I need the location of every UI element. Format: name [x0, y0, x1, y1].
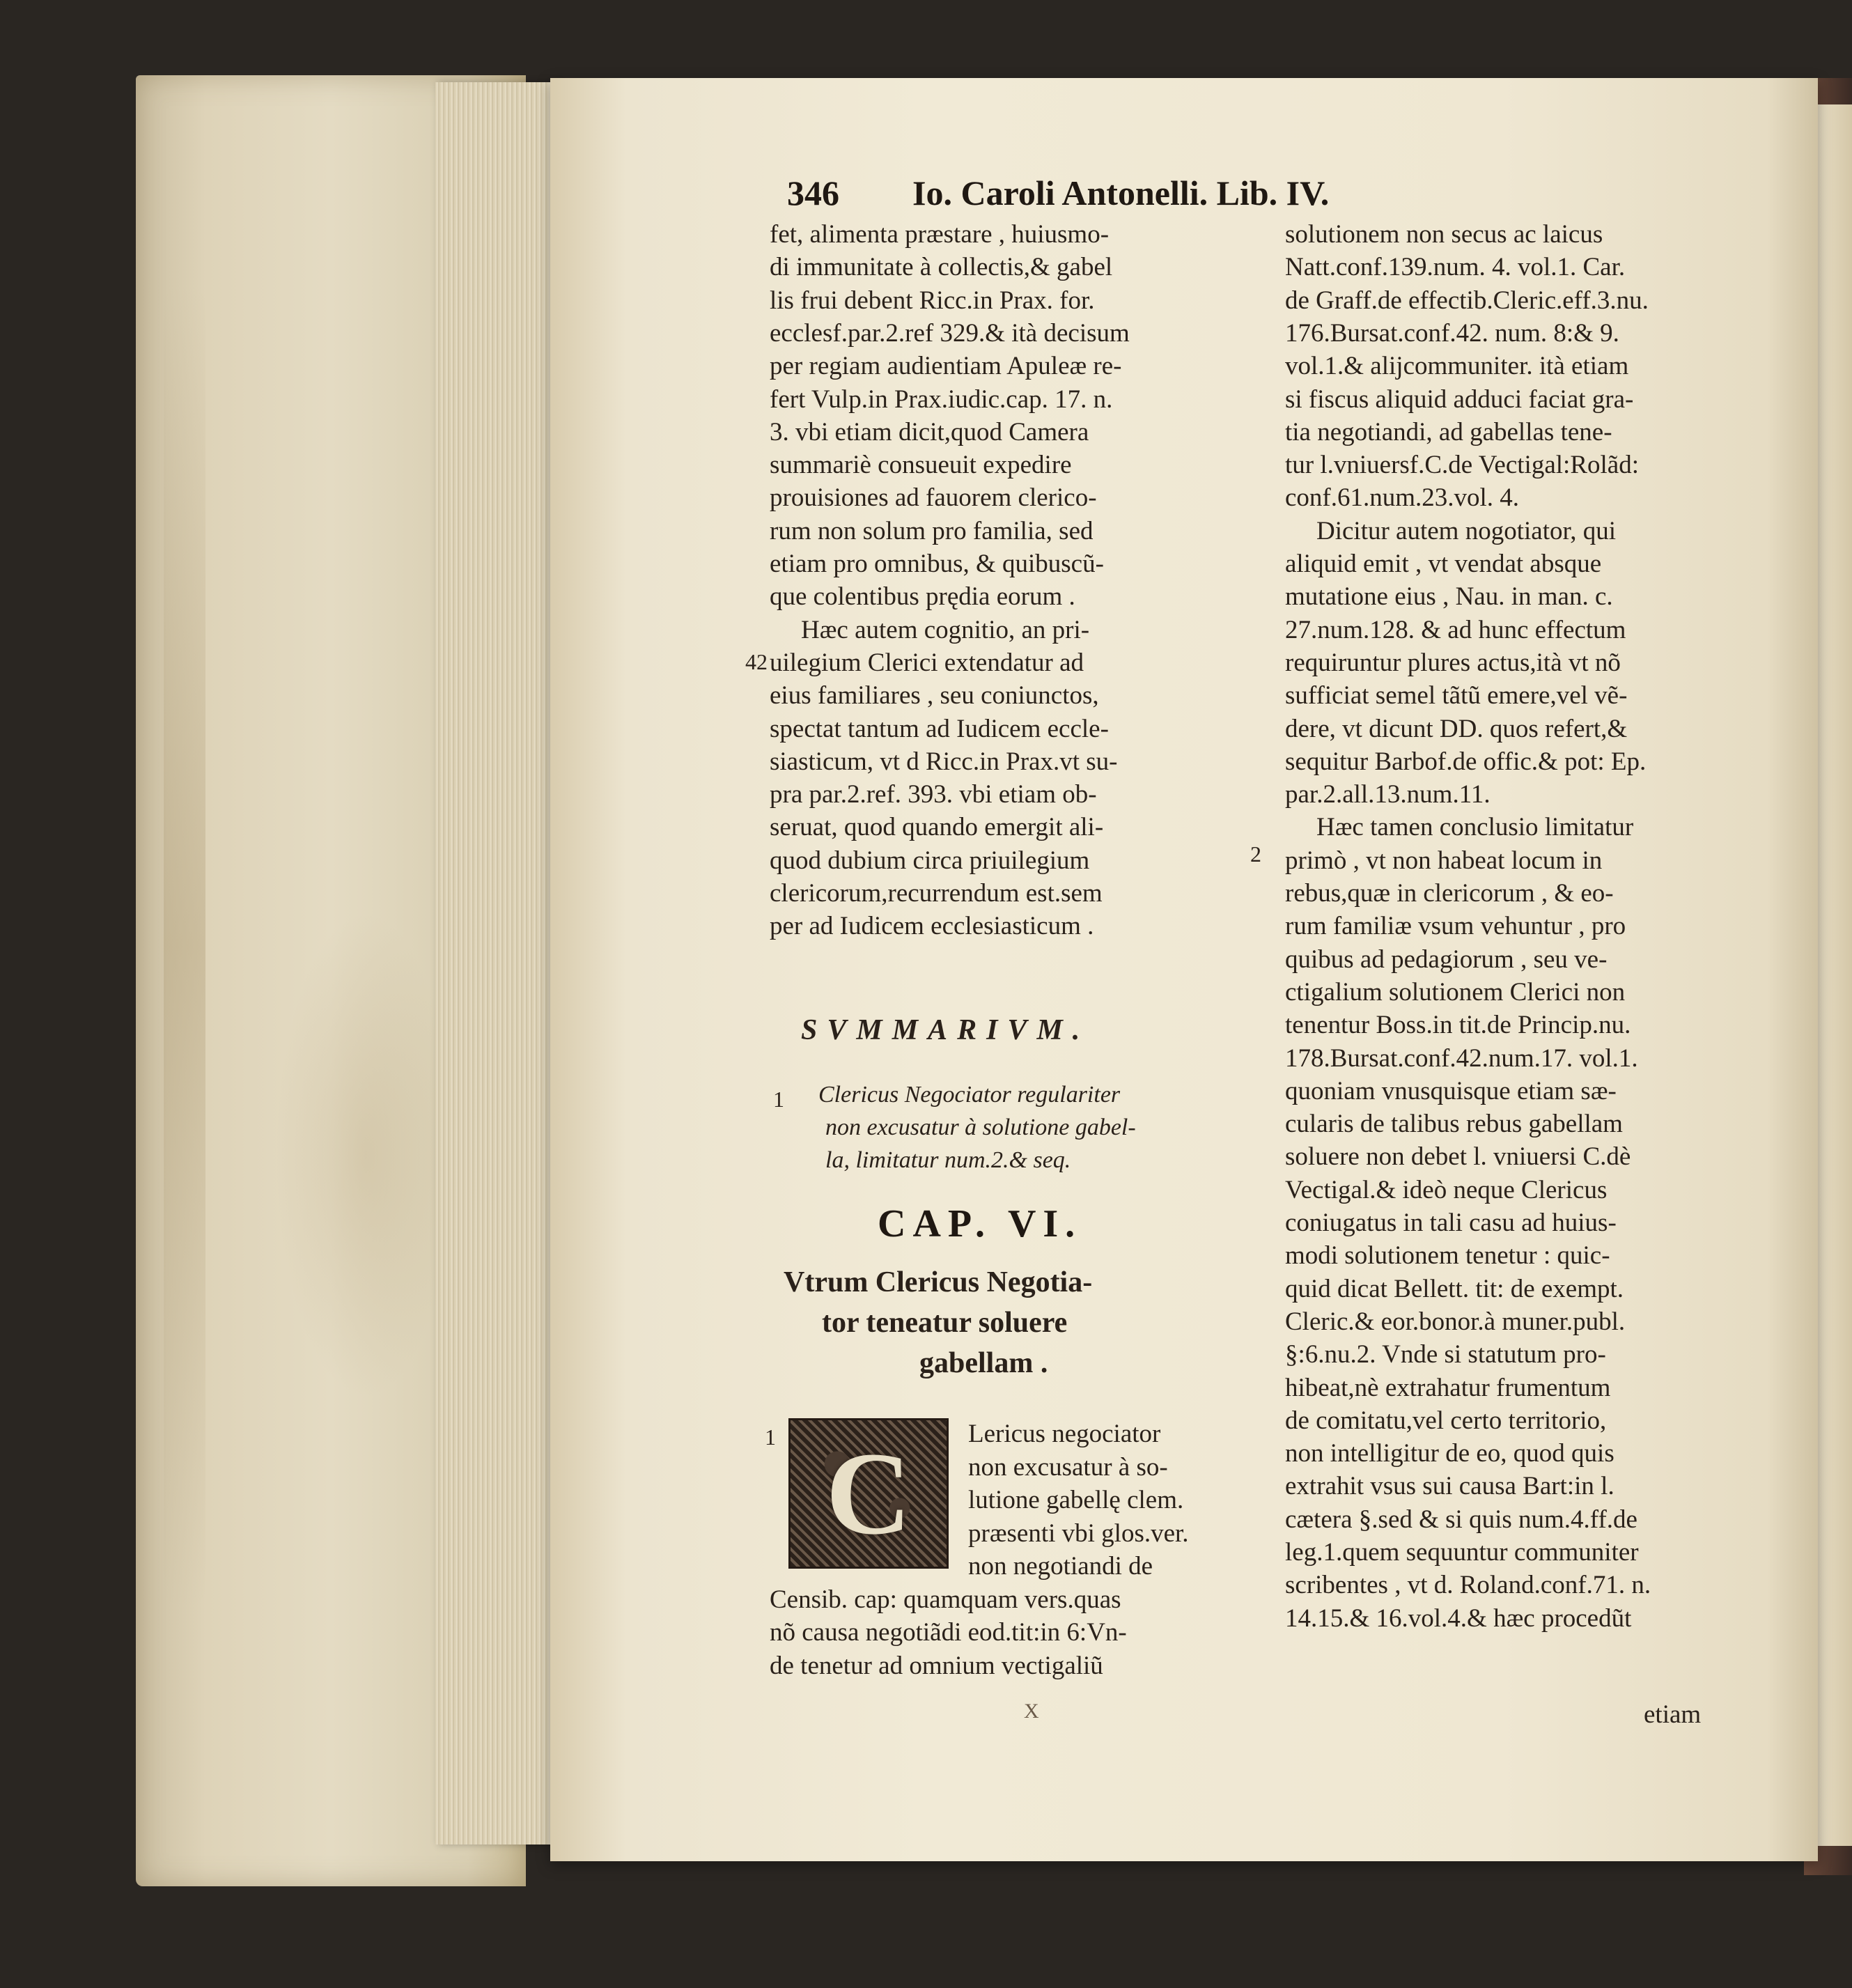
text-line: §:6.nu.2. Vnde si statutum pro-	[1285, 1340, 1606, 1369]
text-line: quoniam vnusquisque etiam sæ-	[1285, 1076, 1617, 1105]
text-line: cætera §.sed & si quis num.4.ff.de	[1285, 1505, 1637, 1534]
text-line: di immunitate à collectis,& gabel	[770, 253, 1113, 282]
text-line: requiruntur plures actus,ità vt nõ	[1285, 648, 1621, 677]
text-line: 14.15.& 16.vol.4.& hæc procedũt	[1285, 1603, 1632, 1633]
text-line: fert Vulp.in Prax.iudic.cap. 17. n.	[770, 385, 1113, 414]
page-edges	[435, 82, 557, 1845]
text-line: que colentibus prędia eorum .	[770, 582, 1075, 612]
text-line: 27.num.128. & ad hunc effectum	[1285, 615, 1626, 644]
chapter-title-line: Vtrum Clericus Negotia-	[784, 1266, 1093, 1298]
decorated-initial: C	[788, 1418, 949, 1569]
text-line: etiam pro omnibus, & quibuscũ-	[770, 550, 1104, 578]
text-line: spectat tantum ad Iudicem eccle-	[770, 714, 1109, 743]
text-line: ecclesf.par.2.ref 329.& ità decisum	[770, 318, 1130, 348]
summary-heading: SVMMARIVM.	[801, 1014, 1090, 1046]
body-line: lutione gabellę clem.	[968, 1486, 1184, 1514]
text-line: leg.1.quem sequuntur communiter	[1285, 1538, 1639, 1567]
text-line: per regiam audientiam Apuleæ re-	[770, 352, 1122, 381]
text-line: si fiscus aliquid adduci faciat gra-	[1285, 385, 1634, 414]
facing-page-edge	[1814, 104, 1852, 1846]
text-line: quibus ad pedagiorum , seu ve-	[1285, 945, 1608, 974]
body-line: non negotiandi de	[968, 1552, 1153, 1581]
text-line: quod dubium circa priuilegium	[770, 846, 1090, 875]
text-line: summariè consueuit expedire	[770, 451, 1072, 480]
text-line: non intelligitur de eo, quod quis	[1285, 1439, 1614, 1468]
body-line: nõ causa negotiãdi eod.tit:in 6:Vn-	[770, 1618, 1127, 1647]
text-line: seruat, quod quando emergit ali-	[770, 813, 1104, 842]
chapter-title-line: tor teneatur soluere	[822, 1307, 1068, 1339]
text-line: pra par.2.ref. 393. vbi etiam ob-	[770, 780, 1097, 809]
text-line: solutionem non secus ac laicus	[1285, 220, 1603, 249]
text-line: Vectigal.& ideò neque Clericus	[1285, 1175, 1608, 1204]
text-line: rum familiæ vsum vehuntur , pro	[1285, 912, 1626, 941]
text-line: siasticum, vt d Ricc.in Prax.vt su-	[770, 747, 1118, 776]
body-line: de tenetur ad omnium vectigaliũ	[770, 1651, 1103, 1680]
text-line: hibeat,nè extrahatur frumentum	[1285, 1373, 1611, 1402]
summary-line: la, limitatur num.2.& seq.	[825, 1147, 1071, 1173]
text-line: de comitatu,vel certo territorio,	[1285, 1406, 1607, 1435]
text-line: sufficiat semel tãtũ emere,vel vẽ-	[1285, 681, 1628, 710]
text-line: lis frui debent Ricc.in Prax. for.	[770, 286, 1095, 315]
text-line: modi solutionem tenetur : quic-	[1285, 1241, 1610, 1271]
text-line: tur l.vniuersf.C.de Vectigal:Rolãd:	[1285, 451, 1639, 480]
text-line: Dicitur autem nogotiator, qui	[1316, 516, 1617, 545]
text-line: prouisiones ad fauorem clerico-	[770, 483, 1097, 513]
text-line: aliquid emit , vt vendat absque	[1285, 550, 1602, 578]
text-line: extrahit vsus sui causa Bart:in l.	[1285, 1472, 1614, 1501]
chapter-title-line: gabellam .	[919, 1347, 1048, 1379]
text-line: tia negotiandi, ad gabellas tene-	[1285, 417, 1612, 446]
text-line: conf.61.num.23.vol. 4.	[1285, 483, 1520, 513]
signature-mark: X	[1024, 1700, 1039, 1723]
text-line: scribentes , vt d. Roland.conf.71. n.	[1285, 1571, 1651, 1600]
text-line: fet, alimenta præstare , huiusmo-	[770, 220, 1110, 249]
text-line: sequitur Barbof.de offic.& pot: Ep.	[1285, 747, 1647, 776]
body-line: præsenti vbi glos.ver.	[968, 1519, 1189, 1548]
text-line: clericorum,recurrendum est.sem	[770, 879, 1103, 908]
text-line: coniugatus in tali casu ad huius-	[1285, 1209, 1617, 1237]
text-line: ctigalium solutionem Clerici non	[1285, 977, 1626, 1007]
summary-number: 1	[773, 1087, 784, 1112]
summary-line: Clericus Negociator regulariter	[818, 1082, 1121, 1108]
page-header	[787, 173, 1329, 213]
text-line: de Graff.de effectib.Cleric.eff.3.nu.	[1285, 286, 1649, 315]
text-line: Cleric.& eor.bonor.à muner.publ.	[1285, 1307, 1626, 1336]
text-line: Hæc tamen conclusio limitatur	[1316, 813, 1634, 842]
text-line: eius familiares , seu coniunctos,	[770, 681, 1099, 710]
text-line: uilegium Clerici extendatur ad	[770, 648, 1084, 677]
body-line: Censib. cap: quamquam vers.quas	[770, 1585, 1121, 1614]
text-line: mutatione eius , Nau. in man. c.	[1285, 582, 1613, 612]
text-line: par.2.all.13.num.11.	[1285, 780, 1491, 809]
text-line: primò , vt non habeat locum in	[1285, 846, 1603, 875]
initial-margin-number: 1	[765, 1424, 776, 1450]
text-line: tenentur Boss.in tit.de Princip.nu.	[1285, 1011, 1631, 1040]
body-line: non excusatur à so-	[968, 1452, 1168, 1482]
page-number: 346	[787, 173, 839, 212]
text-line: vol.1.& alijcommuniter. ità etiam	[1285, 352, 1629, 381]
text-line: 176.Bursat.conf.42. num. 8:& 9.	[1285, 318, 1619, 348]
catchword: etiam	[1644, 1700, 1702, 1729]
right-margin-number: 2	[1250, 841, 1261, 867]
text-line: per ad Iudicem ecclesiasticum .	[770, 912, 1094, 941]
text-line: rebus,quæ in clericorum , & eo-	[1285, 879, 1614, 908]
body-line: Lericus negociator	[968, 1420, 1161, 1448]
text-line: Natt.conf.139.num. 4. vol.1. Car.	[1285, 253, 1626, 282]
text-line: dere, vt dicunt DD. quos refert,&	[1285, 714, 1628, 743]
running-title: Io. Caroli Antonelli. Lib. IV.	[912, 173, 1330, 212]
text-line: rum non solum pro familia, sed	[770, 516, 1094, 545]
text-line: cularis de talibus rebus gabellam	[1285, 1110, 1623, 1139]
text-line: quid dicat Bellett. tit: de exempt.	[1285, 1274, 1624, 1303]
summary-line: non excusatur à solutione gabel-	[825, 1115, 1136, 1140]
text-line: Hæc autem cognitio, an pri-	[801, 615, 1090, 644]
chapter-heading: CAP. VI.	[878, 1202, 1082, 1245]
left-margin-number: 42	[745, 649, 768, 674]
text-line: soluere non debet l. vniuersi C.dè	[1285, 1142, 1631, 1172]
text-line: 3. vbi etiam dicit,quod Camera	[770, 417, 1089, 446]
text-line: 178.Bursat.conf.42.num.17. vol.1.	[1285, 1043, 1638, 1073]
